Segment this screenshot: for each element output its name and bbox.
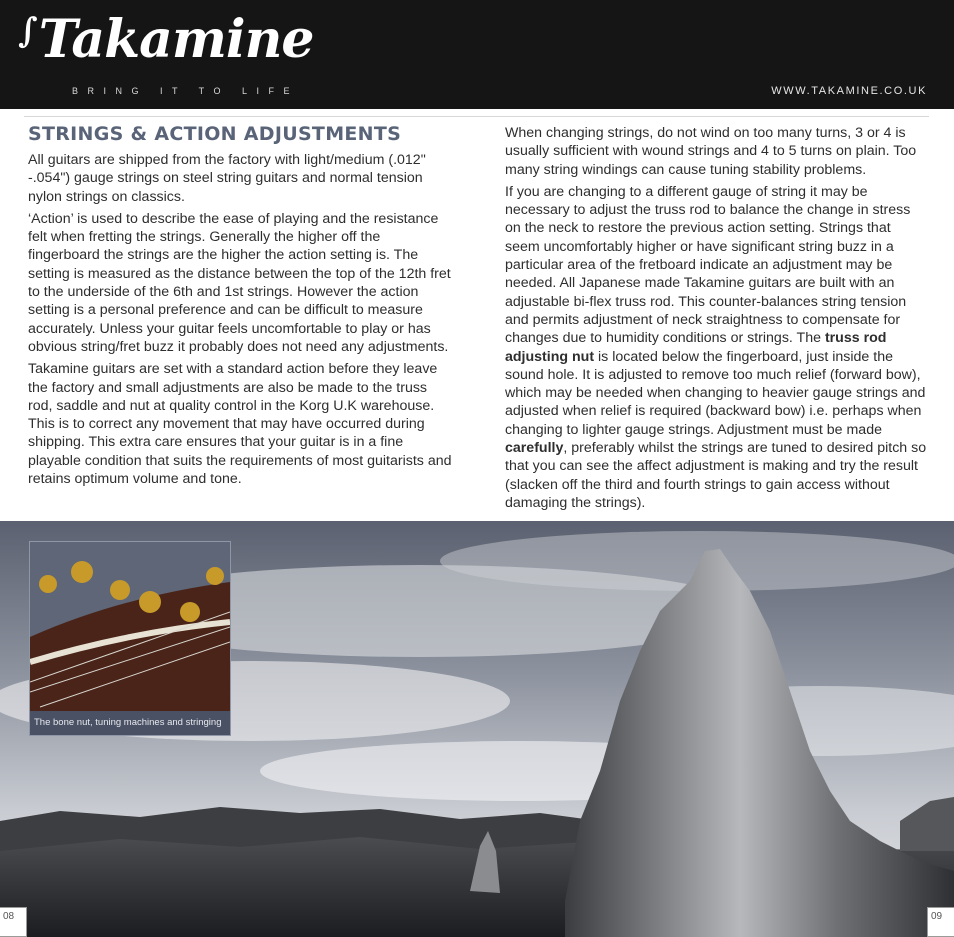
takamine-logo: ∫Takamine: [18, 9, 314, 70]
page-number-left: 08: [0, 907, 27, 937]
header-bar: [0, 0, 954, 109]
guitar-headstock-photo: [29, 541, 231, 736]
photo-caption: The bone nut, tuning machines and stringing: [30, 711, 230, 735]
paragraph: All guitars are shipped from the factory with light/medium (.012" -.054") gauge strings on steel string guitars and normal tension nylon strings on classics.: [28, 152, 426, 205]
right-column: [505, 124, 929, 516]
text-run: is located below the fingerboard, just inside the sound hole. It is adjusted to remove too much relief (forward bow), which may be needed when changing to heavier gauge strings and adjusted when relief is required (backward bow) i.e. perhaps when changing to lighter gauge strings. Adjustment must be made: [505, 348, 926, 438]
paragraph: Takamine guitars are set with a standard action before they leave the factory and small adjustments are also be made to the truss rod, saddle and nut at quality control in the Korg U.K warehouse. This is to correct any movement that may have occurred during shipping. This extra care ensures that your guitar is in a fine playable condition that suits the requirements of most guitarists and retains optimum volume and tone.: [28, 361, 452, 488]
header-rule: [24, 116, 929, 117]
left-column: [28, 118, 453, 492]
headstock-image: [30, 542, 230, 711]
logo-text: Takamine: [38, 9, 314, 70]
text-run: , preferably whilst the strings are tuned to desired pitch so that you can see the affect adjustment is making and try the result (slacken off the third and fourth strings to gain access without damaging the strings).: [505, 440, 927, 511]
website-url: WWW.TAKAMINE.CO.UK: [771, 85, 927, 97]
section-title: STRINGS & ACTION ADJUSTMENTS: [28, 123, 402, 145]
paragraph: [505, 183, 929, 512]
bold-text: truss rod adjusting nut: [505, 330, 887, 365]
paragraph: ‘Action’ is used to describe the ease of playing and the resistance felt when fretting the strings. Generally the higher off the fingerboard the strings are the higher the action setting is. The setting is measured as the distance between the top of the 12th fret to the underside of the 6th and 1st strings. However the action setting is a personal preference and can be difficult to measure accurately. Unless your guitar feels uncomfortable to play or has obvious string/fret buzz it probably does not need any adjustments.: [28, 210, 451, 355]
tagline: BRING IT TO LIFE: [72, 86, 300, 96]
bold-text: carefully: [505, 440, 564, 457]
text-run: If you are changing to a different gauge of string it may be necessary to adjust the truss rod to balance the change in stress on the neck to restore the previous action setting. Strings that seem uncomfortably higher or have significant string buzz in a particular area of the fretboard indicate an adjustment may be needed. All Japanese made Takamine guitars are built with an adjustable bi-flex truss rod. This counter-balances string tension and permits adjustment of neck straightness to compensate for changes due to humidity conditions or strings. The: [505, 183, 911, 347]
paragraph: When changing strings, do not wind on too many turns, 3 or 4 is usually sufficient with wound strings and 4 to 5 turns on plain. Too many string windings can cause tuning stability problems.: [505, 125, 917, 178]
page-number-right: 09: [927, 907, 954, 937]
